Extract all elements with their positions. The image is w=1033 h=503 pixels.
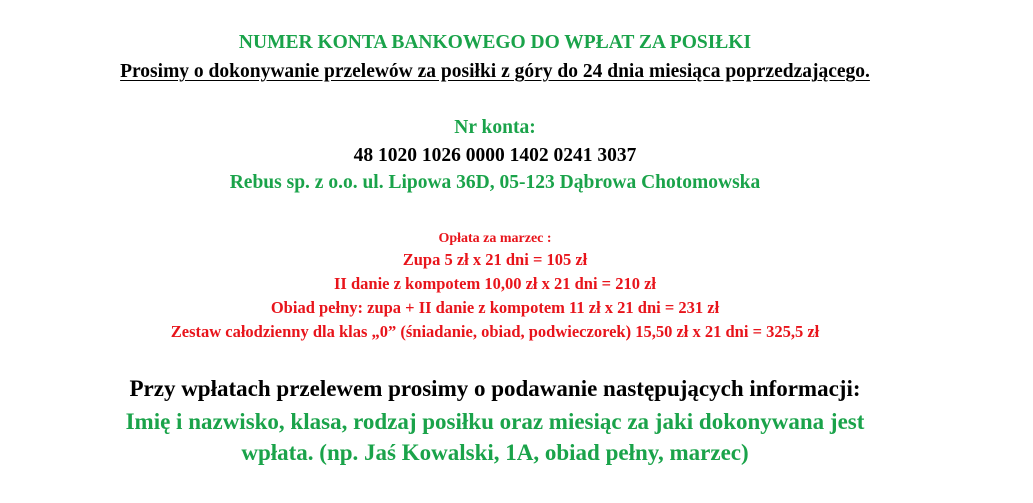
page-title: NUMER KONTA BANKOWEGO DO WPŁAT ZA POSIŁKI	[238, 32, 752, 53]
transfer-info-line-1: Imię i nazwisko, klasa, rodzaj posiłku oraz miesiąc za jaki dokonywana jest	[125, 409, 865, 434]
transfer-info-line-2: wpłata. (np. Jaś Kowalski, 1A, obiad pełny, marzec)	[241, 440, 749, 465]
fee-item-soup: Zupa 5 zł x 21 dni = 105 zł	[402, 250, 588, 269]
fee-item-full-lunch: Obiad pełny: zupa + II danie z kompotem 11 zł x 21 dni = 231 zł	[270, 298, 720, 317]
fees-title: Opłata za marzec :	[438, 231, 552, 246]
account-label: Nr konta:	[454, 117, 536, 138]
transfer-info-heading: Przy wpłatach przelewem prosimy o podawanie następujących informacji:	[129, 376, 861, 401]
fee-item-main-course: II danie z kompotem 10,00 zł x 21 dni = 210 zł	[334, 274, 656, 293]
fee-item-full-day-set: Zestaw całodzienny dla klas „0” (śniadanie, obiad, podwieczorek) 15,50 zł x 21 dni = 325,5 zł	[170, 322, 820, 341]
account-number: 48 1020 1026 0000 1402 0241 3037	[353, 145, 637, 166]
payment-deadline-request: Prosimy o dokonywanie przelewów za posiłki z góry do 24 dnia miesiąca poprzedzającego.	[120, 61, 870, 82]
company-address: Rebus sp. z o.o. ul. Lipowa 36D, 05-123 Dąbrowa Chotomowska	[229, 172, 761, 193]
